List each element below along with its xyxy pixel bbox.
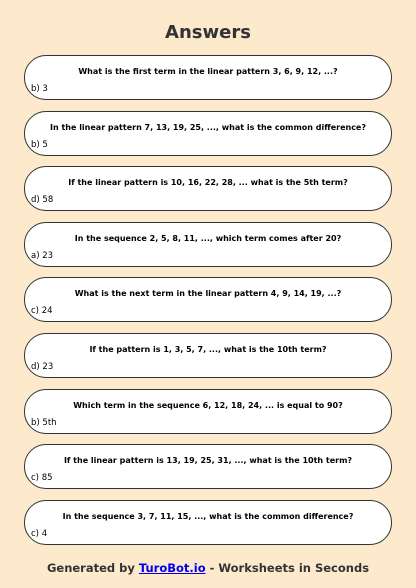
answer-text: c) 85 [31, 473, 53, 484]
answer-card [24, 111, 392, 156]
page-title: Answers [165, 22, 251, 43]
answer-text: c) 4 [31, 528, 48, 539]
answer-card [24, 444, 392, 489]
question-text: If the linear pattern is 13, 19, 25, 31, ..., what is the 10th term? [63, 456, 353, 466]
footer-prefix: Generated by [46, 561, 139, 575]
answer-card [24, 222, 392, 267]
answer-card [24, 55, 392, 100]
answer-card [24, 500, 392, 545]
question-text: If the pattern is 1, 3, 5, 7, ..., what is the 10th term? [89, 344, 327, 354]
turobot-link[interactable]: TuroBot.io [138, 561, 206, 575]
question-text: In the sequence 3, 7, 11, 15, ..., what is the common difference? [62, 511, 354, 521]
question-text: In the sequence 2, 5, 8, 11, ..., which term comes after 20? [74, 233, 342, 243]
answer-card [24, 333, 392, 378]
answer-card [24, 389, 392, 434]
answer-text: a) 23 [31, 250, 54, 261]
answer-card [24, 166, 392, 211]
answer-list [24, 55, 392, 555]
answer-card [24, 277, 392, 322]
answer-text: d) 58 [31, 195, 54, 206]
footer-suffix: - Worksheets in Seconds [205, 561, 370, 575]
answer-text: b) 5 [31, 139, 48, 150]
question-text: In the linear pattern 7, 13, 19, 25, ..., what is the common difference? [50, 122, 366, 132]
answer-text: c) 24 [31, 306, 53, 317]
footer [0, 561, 416, 575]
answer-text: b) 5th [31, 417, 57, 428]
question-text: What is the next term in the linear pattern 4, 9, 14, 19, ...? [74, 289, 342, 299]
answer-text: d) 23 [31, 361, 54, 372]
question-text: If the linear pattern is 10, 16, 22, 28, ... what is the 5th term? [68, 178, 348, 188]
question-text: Which term in the sequence 6, 12, 18, 24, ... is equal to 90? [73, 400, 343, 410]
answer-text: b) 3 [31, 84, 48, 94]
question-text: What is the first term in the linear pattern 3, 6, 9, 12, ...? [78, 67, 338, 76]
